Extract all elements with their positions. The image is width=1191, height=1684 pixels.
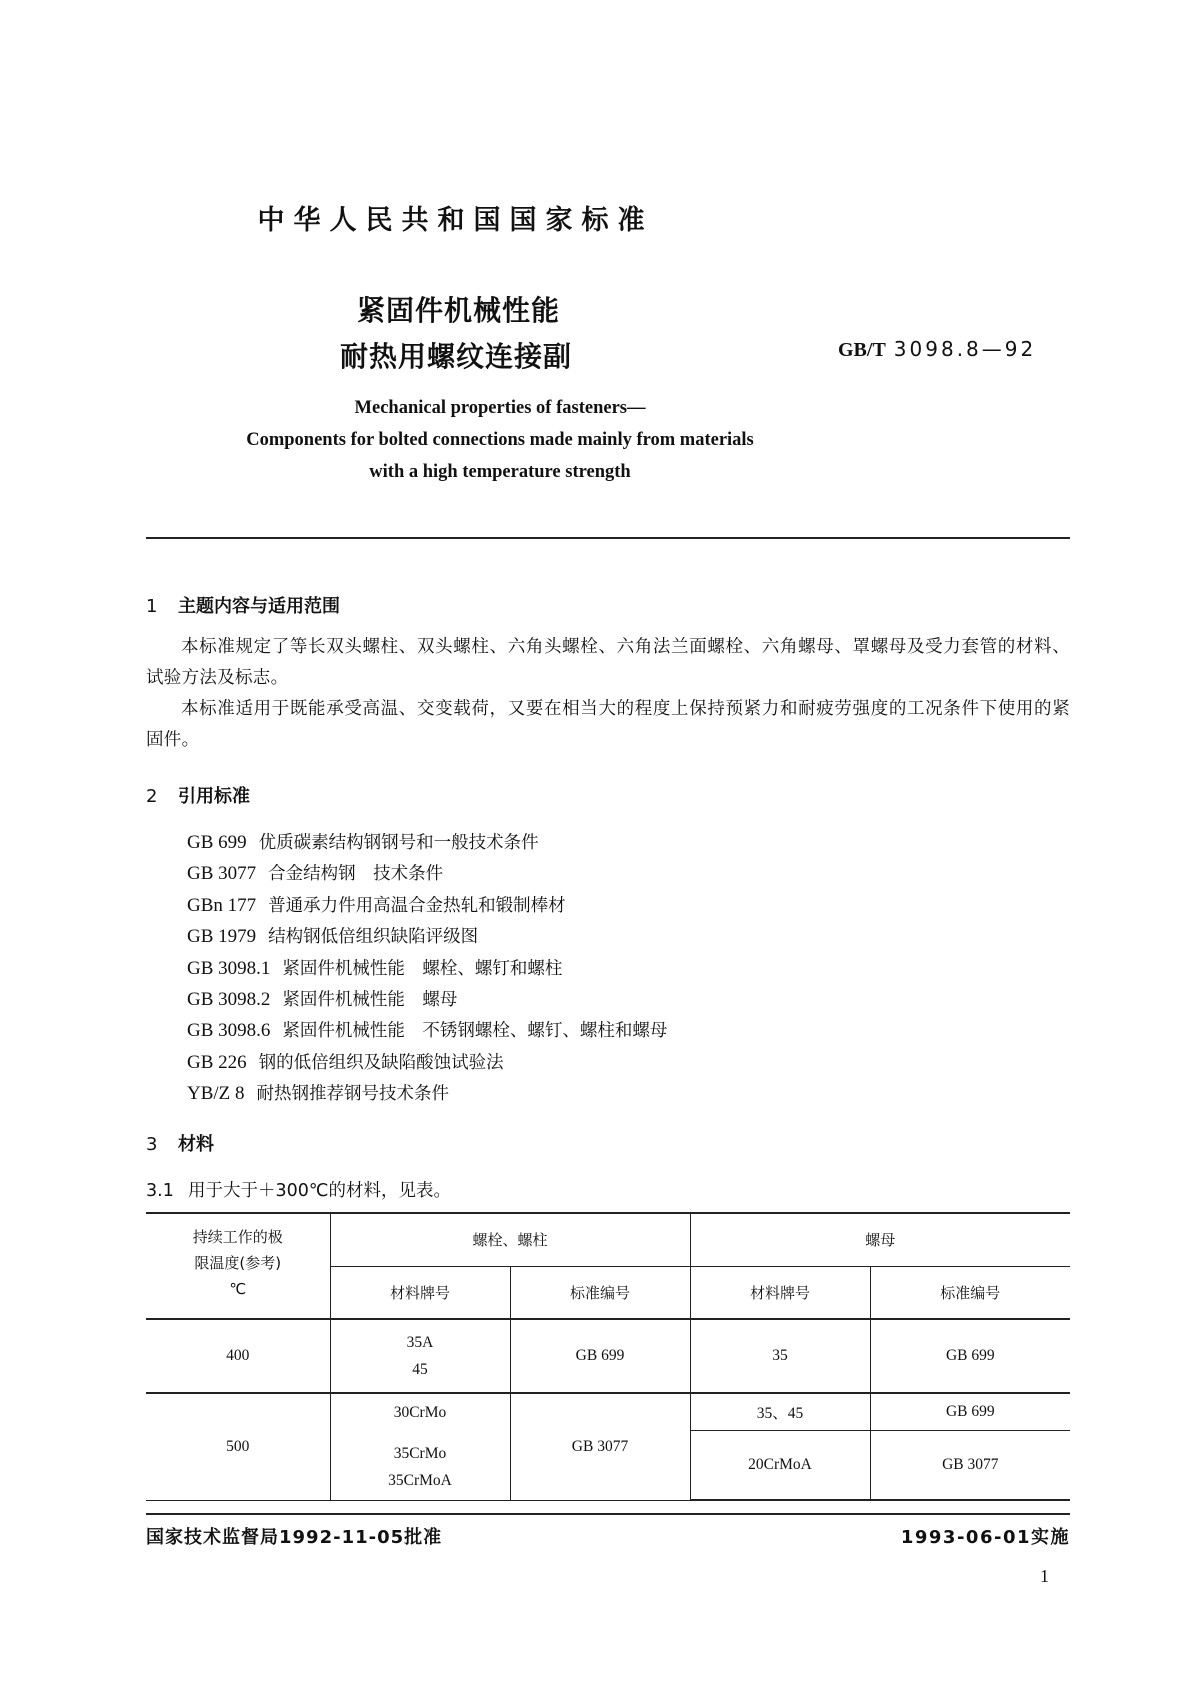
bolt-material: 35CrMoA	[388, 1472, 452, 1490]
bolt-material: 30CrMo	[393, 1404, 447, 1422]
reference-title: 钢的低倍组织及缺陷酸蚀试验法	[258, 1052, 504, 1073]
section-number: 3	[146, 1134, 158, 1155]
header-bolt-material: 材料牌号	[330, 1266, 510, 1319]
header-nut-material: 材料牌号	[690, 1266, 870, 1319]
reference-code: GB 3077	[187, 863, 257, 885]
title-cn-line2: 耐热用螺纹连接副	[340, 340, 573, 373]
cell-nut-material: 35、45	[690, 1393, 870, 1430]
header-group-nuts: 螺母	[690, 1213, 1070, 1266]
standard-code: 3098.8—92	[893, 337, 1037, 361]
reference-code: YB/Z 8	[187, 1083, 245, 1105]
cell-nut-standard: GB 699	[870, 1393, 1070, 1430]
approval-date: 国家技术监督局1992-11-05批准	[146, 1527, 443, 1548]
reference-title: 紧固件机械性能 不锈钢螺栓、螺钉、螺柱和螺母	[282, 1021, 668, 1042]
section-title: 主题内容与适用范围	[178, 596, 340, 617]
title-en-line3: with a high temperature strength	[369, 462, 631, 482]
subsection-number: 3.1	[146, 1181, 174, 1201]
reference-code: GB 3098.6	[187, 1020, 271, 1042]
reference-code: GB 699	[187, 832, 247, 853]
materials-table	[146, 1212, 1070, 1501]
reference-code: GB 1979	[187, 926, 257, 948]
section-number: 1	[146, 596, 158, 617]
reference-item	[187, 984, 667, 1015]
cell-nut-material: 20CrMoA	[690, 1430, 870, 1500]
reference-item	[187, 890, 667, 921]
reference-title: 结构钢低倍组织缺陷评级图	[268, 927, 479, 948]
reference-title: 优质碳素结构钢钢号和一般技术条件	[258, 833, 539, 853]
section-1-paragraph-2: 本标准适用于既能承受高温、交变载荷，又要在相当大的程度上保持预紧力和耐疲劳强度的工况条件下使用的紧固件。	[146, 699, 1070, 750]
section-3-heading	[146, 1130, 214, 1156]
header-group-bolts: 螺栓、螺柱	[330, 1213, 690, 1266]
reference-item	[187, 1015, 667, 1046]
reference-item	[187, 921, 667, 952]
reference-code: GB 226	[187, 1051, 247, 1073]
cell-nut-material: 35	[690, 1319, 870, 1393]
cell-bolt-materials	[330, 1393, 510, 1500]
standard-prefix: GB/T	[838, 339, 886, 361]
reference-list	[187, 827, 667, 1110]
implementation-date: 1993-06-01实施	[900, 1527, 1070, 1548]
reference-title: 紧固件机械性能 螺母	[282, 989, 458, 1010]
reference-item	[187, 953, 667, 984]
header-divider	[146, 537, 1070, 539]
header-temperature	[146, 1213, 330, 1319]
reference-title: 耐热钢推荐钢号技术条件	[256, 1084, 450, 1105]
cell-bolt-standard: GB 3077	[510, 1393, 690, 1500]
header-temperature-line2: 限温度(参考)	[194, 1254, 282, 1272]
header-bolt-standard: 标准编号	[510, 1266, 690, 1319]
bolt-material: 45	[412, 1361, 428, 1378]
cell-bolt-standard: GB 699	[510, 1319, 690, 1393]
section-title: 引用标准	[178, 786, 250, 807]
reference-title: 合金结构钢 技术条件	[268, 864, 444, 885]
table-row	[146, 1393, 1070, 1430]
bolt-material: 35CrMo	[393, 1445, 447, 1463]
bolt-material: 35A	[406, 1334, 434, 1351]
reference-code: GB 3098.1	[187, 957, 271, 979]
cell-bolt-materials	[330, 1319, 510, 1393]
standard-number	[838, 337, 1036, 362]
title-en-line1: Mechanical properties of fasteners—	[354, 398, 646, 418]
section-1-paragraph-1: 本标准规定了等长双头螺柱、双头螺柱、六角头螺栓、六角法兰面螺栓、六角螺母、罩螺母及受力套管的材料、试验方法及标志。	[146, 637, 1070, 688]
reference-item	[187, 1047, 667, 1078]
footer-divider	[146, 1513, 1070, 1515]
subsection-3-1	[146, 1177, 451, 1202]
section-number: 2	[146, 786, 158, 807]
section-2-heading	[146, 782, 250, 808]
reference-title: 紧固件机械性能 螺栓、螺钉和螺柱	[282, 958, 563, 979]
subsection-text: 用于大于＋300℃的材料，见表。	[188, 1181, 452, 1201]
header-temperature-line1: 持续工作的极	[192, 1228, 283, 1246]
table-header-row	[146, 1213, 1070, 1266]
reference-item	[187, 858, 667, 889]
reference-item	[187, 827, 667, 858]
cell-nut-standard: GB 3077	[870, 1430, 1070, 1500]
cell-temperature: 500	[146, 1393, 330, 1500]
cell-nut-standard: GB 699	[870, 1319, 1070, 1393]
header-nut-standard: 标准编号	[870, 1266, 1070, 1319]
reference-item	[187, 1078, 667, 1109]
reference-code: GBn 177	[187, 894, 257, 916]
section-title: 材料	[178, 1134, 214, 1155]
page-number: 1	[1040, 1566, 1049, 1586]
table-row	[146, 1319, 1070, 1393]
cell-temperature: 400	[146, 1319, 330, 1393]
header-temperature-unit: ℃	[229, 1280, 247, 1298]
reference-code: GB 3098.2	[187, 988, 271, 1010]
national-standard-label: 中华人民共和国国家标准	[257, 205, 654, 236]
title-en-line2: Components for bolted connections made mainly from materials	[246, 430, 754, 450]
title-cn-line1: 紧固件机械性能	[357, 294, 561, 327]
reference-title: 普通承力件用高温合金热轧和锻制棒材	[268, 895, 566, 916]
section-1-heading	[146, 592, 340, 618]
